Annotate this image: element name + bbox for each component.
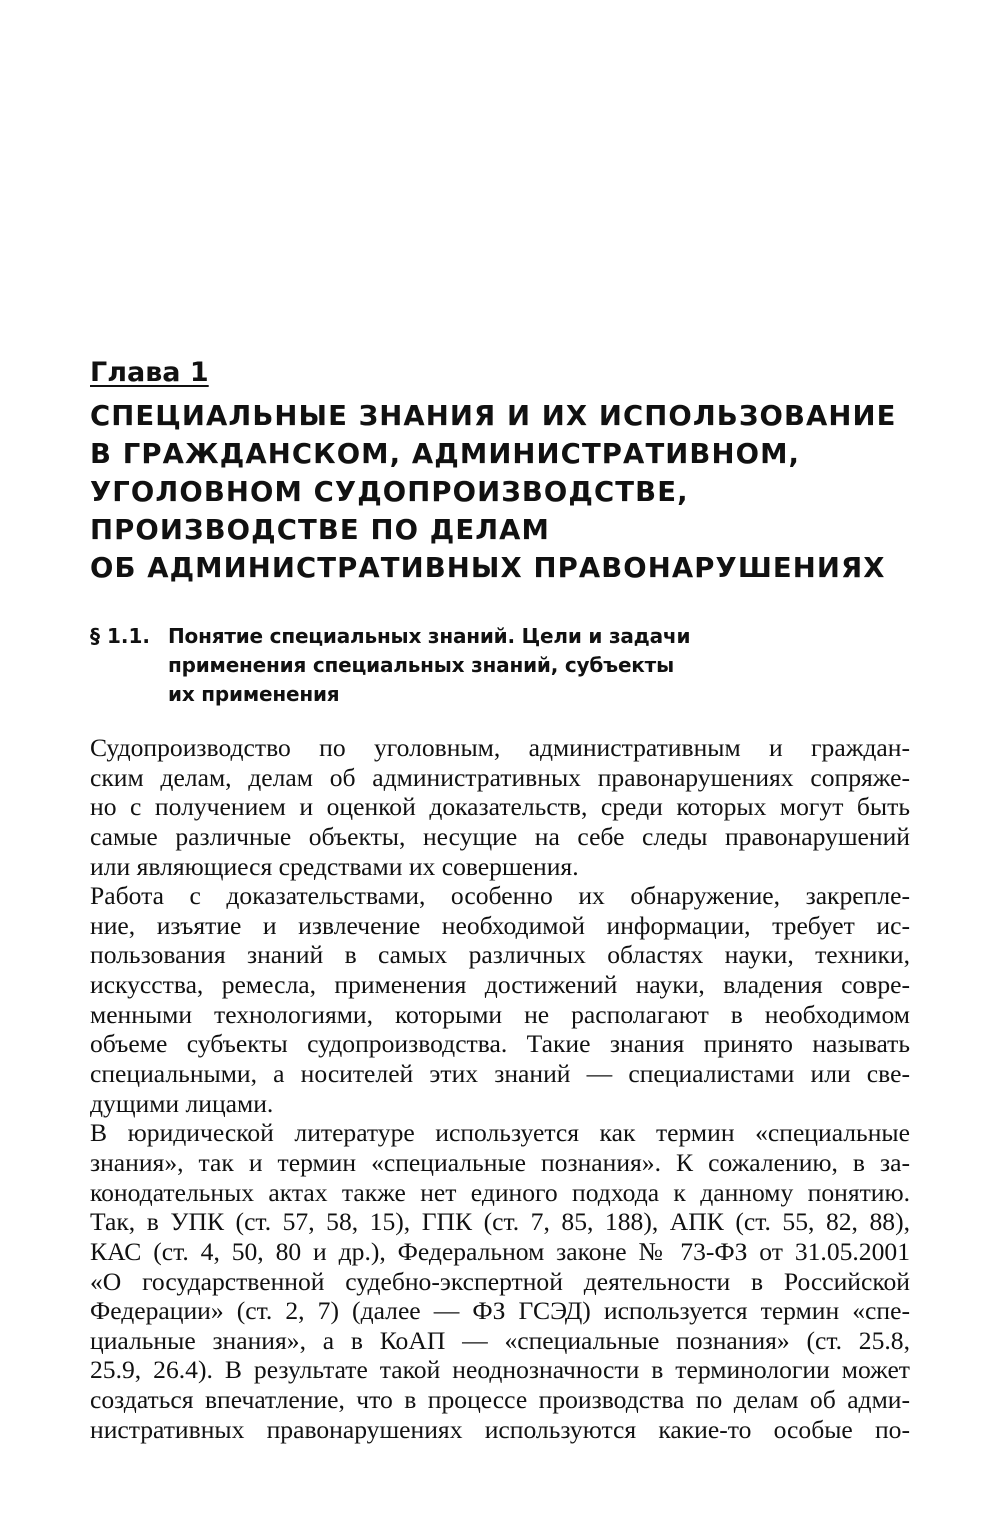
text-line: нистративных правонарушениях используются какие-то особые по- — [90, 1414, 910, 1444]
chapter-title — [90, 397, 897, 587]
section-title-line: применения специальных знаний, субъекты — [168, 653, 674, 677]
text-line: ние, изъятие и извлечение необходимой информации, требует ис- — [90, 910, 910, 940]
text-line: циальные знания», а в КоАП — «специальные познания» (ст. 25.8, — [90, 1325, 910, 1355]
text-line: знания», так и термин «специальные познания». К сожалению, в за- — [90, 1147, 910, 1177]
text-line: искусства, ремесла, применения достижений науки, владения совре- — [90, 970, 910, 1000]
text-line: самые различные объекты, несущие на себе следы правонарушений — [90, 821, 910, 851]
section-title-line: Понятие специальных знаний. Цели и задачи — [168, 624, 691, 648]
text-line: В юридической литературе используется как термин «специальные — [90, 1118, 910, 1148]
text-line: дущими лицами. — [90, 1088, 274, 1118]
text-line: 25.9, 26.4). В результате такой неоднозначности в терминологии может — [90, 1355, 910, 1385]
text-line: но с получением и оценкой доказательств, среди которых могут быть — [90, 792, 910, 822]
body-text — [90, 733, 910, 1444]
text-line: или являющиеся средствами их совершения. — [90, 851, 579, 881]
chapter-label: Глава 1 — [90, 357, 209, 388]
text-line: Работа с доказательствами, особенно их обнаружение, закрепле- — [90, 881, 910, 911]
text-line: Так, в УПК (ст. 57, 58, 15), ГПК (ст. 7, 85, 188), АПК (ст. 55, 82, 88), — [90, 1207, 910, 1237]
chapter-title-line: ОБ АДМИНИСТРАТИВНЫХ ПРАВОНАРУШЕНИЯХ — [90, 552, 886, 584]
text-line: «О государственной судебно-экспертной деятельности в Российской — [90, 1266, 910, 1296]
chapter-title-line: ПРОИЗВОДСТВЕ ПО ДЕЛАМ — [90, 514, 551, 546]
text-line: менными технологиями, которыми не располагают в необходимом — [90, 999, 910, 1029]
text-line: пользования знаний в самых различных областях науки, техники, — [90, 940, 910, 970]
chapter-title-line: СПЕЦИАЛЬНЫЕ ЗНАНИЯ И ИХ ИСПОЛЬЗОВАНИЕ — [90, 400, 897, 432]
text-line: создаться впечатление, что в процессе производства по делам об адми- — [90, 1385, 910, 1415]
text-line: специальными, а носителей этих знаний — специалистами или све- — [90, 1059, 910, 1089]
section-number: § 1.1. — [90, 624, 150, 648]
text-line: объеме субъекты судопроизводства. Такие знания принято называть — [90, 1029, 910, 1059]
chapter-title-line: УГОЛОВНОМ СУДОПРОИЗВОДСТВЕ, — [90, 476, 689, 508]
text-line: КАС (ст. 4, 50, 80 и др.), Федеральном законе № 73-ФЗ от 31.05.2001 — [90, 1236, 910, 1266]
text-line: ским делам, делам об административных правонарушениях сопряже- — [90, 762, 910, 792]
text-line: Федерации» (ст. 2, 7) (далее — ФЗ ГСЭД) используется термин «спе- — [90, 1296, 910, 1326]
text-line: конодательных актах также нет единого подхода к данному понятию. — [90, 1177, 910, 1207]
chapter-title-line: В ГРАЖДАНСКОМ, АДМИНИСТРАТИВНОМ, — [90, 438, 801, 470]
section-title-line: их применения — [168, 682, 340, 706]
text-line: Судопроизводство по уголовным, административным и граждан- — [90, 733, 910, 762]
section-title — [168, 622, 690, 709]
